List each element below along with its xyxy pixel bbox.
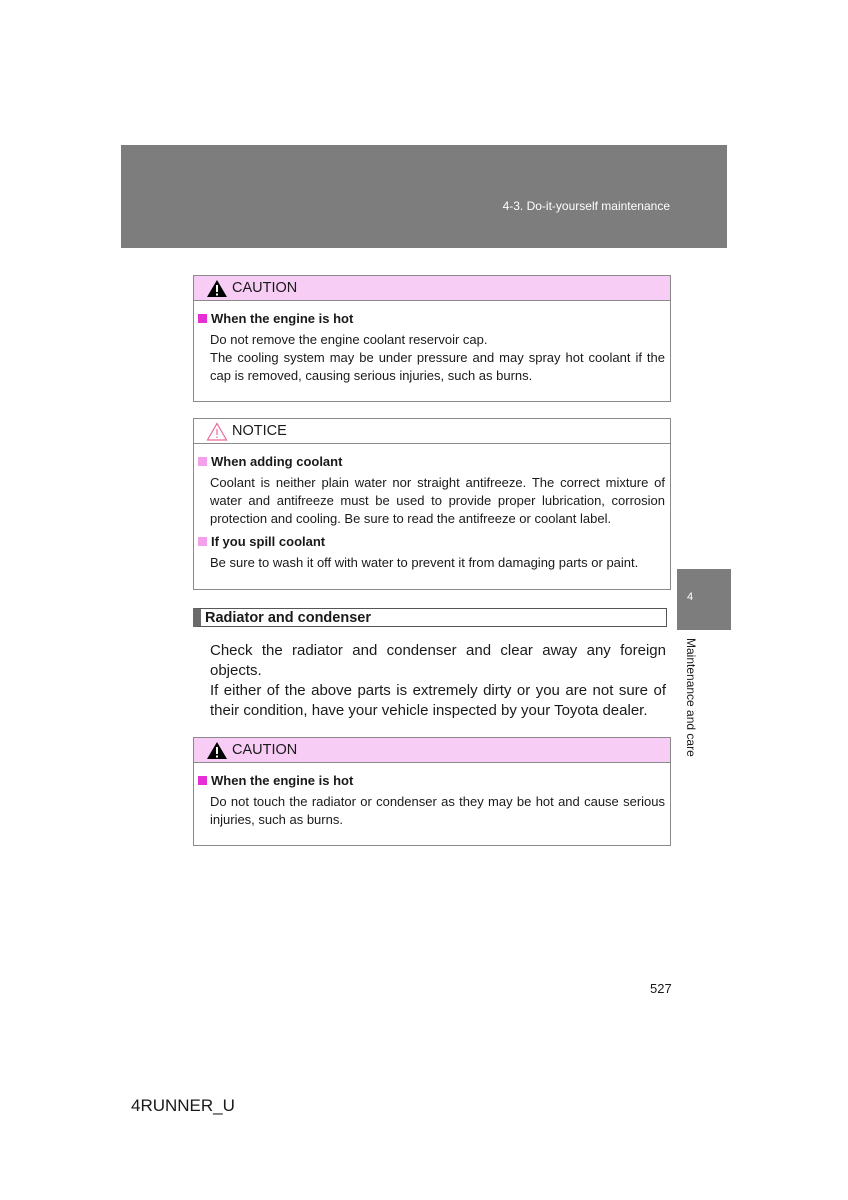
notice-warning-icon	[206, 422, 228, 441]
notice-box-coolant	[193, 418, 671, 590]
section-title: Radiator and condenser	[205, 609, 371, 626]
bullet-square-icon	[198, 457, 207, 466]
page-number: 527	[650, 981, 672, 996]
warning-icon	[206, 279, 228, 298]
item-title	[198, 773, 665, 788]
footer-code: 4RUNNER_U	[131, 1096, 235, 1115]
bullet-square-icon	[198, 776, 207, 785]
caution-box-radiator	[193, 737, 671, 846]
item-title-text: When the engine is hot	[211, 773, 354, 788]
caution-header	[194, 276, 670, 301]
caution-label: CAUTION	[232, 280, 298, 296]
warning-icon	[206, 741, 228, 760]
item-text: Coolant is neither plain water nor straight antifreeze. The correct mixture of water and antifreeze must be used to provide proper lubrication, corrosion protection and cooling. Be sure to read the antifreeze or coolant label.	[210, 475, 665, 526]
notice-header	[194, 419, 670, 444]
caution-header	[194, 738, 670, 763]
bullet-square-icon	[198, 314, 207, 323]
caution-box-engine-hot	[193, 275, 671, 402]
paragraph: If either of the above parts is extremely dirty or you are not sure of their condition, have your vehicle inspected by your Toyota dealer.	[210, 682, 666, 719]
item-title	[198, 311, 665, 326]
item-title-text: When the engine is hot	[211, 311, 354, 326]
text-line: The cooling system may be under pressure and may spray hot coolant if the cap is removed, causing serious injuries, such as burns.	[210, 350, 665, 383]
item-title-text: When adding coolant	[211, 454, 343, 469]
bullet-square-icon	[198, 537, 207, 546]
chapter-number: 4	[687, 591, 694, 603]
caution-label: CAUTION	[232, 742, 298, 758]
notice-label: NOTICE	[232, 423, 287, 439]
section-body	[210, 641, 666, 721]
paragraph: Check the radiator and condenser and clear away any foreign objects.	[210, 642, 666, 679]
chapter-tab	[677, 569, 731, 630]
item-title	[198, 534, 665, 549]
chapter-label: Maintenance and care	[684, 638, 698, 757]
item-title	[198, 454, 665, 469]
item-text: Do not touch the radiator or condenser as they may be hot and cause serious injuries, such as burns.	[210, 794, 665, 827]
section-breadcrumb: 4-3. Do-it-yourself maintenance	[502, 199, 670, 213]
item-text: Be sure to wash it off with water to prevent it from damaging parts or paint.	[210, 555, 639, 570]
item-title-text: If you spill coolant	[211, 534, 326, 549]
section-heading	[193, 608, 667, 627]
text-line: Do not remove the engine coolant reservoir cap.	[210, 332, 488, 347]
item-text	[198, 331, 665, 385]
header-band	[121, 145, 727, 248]
